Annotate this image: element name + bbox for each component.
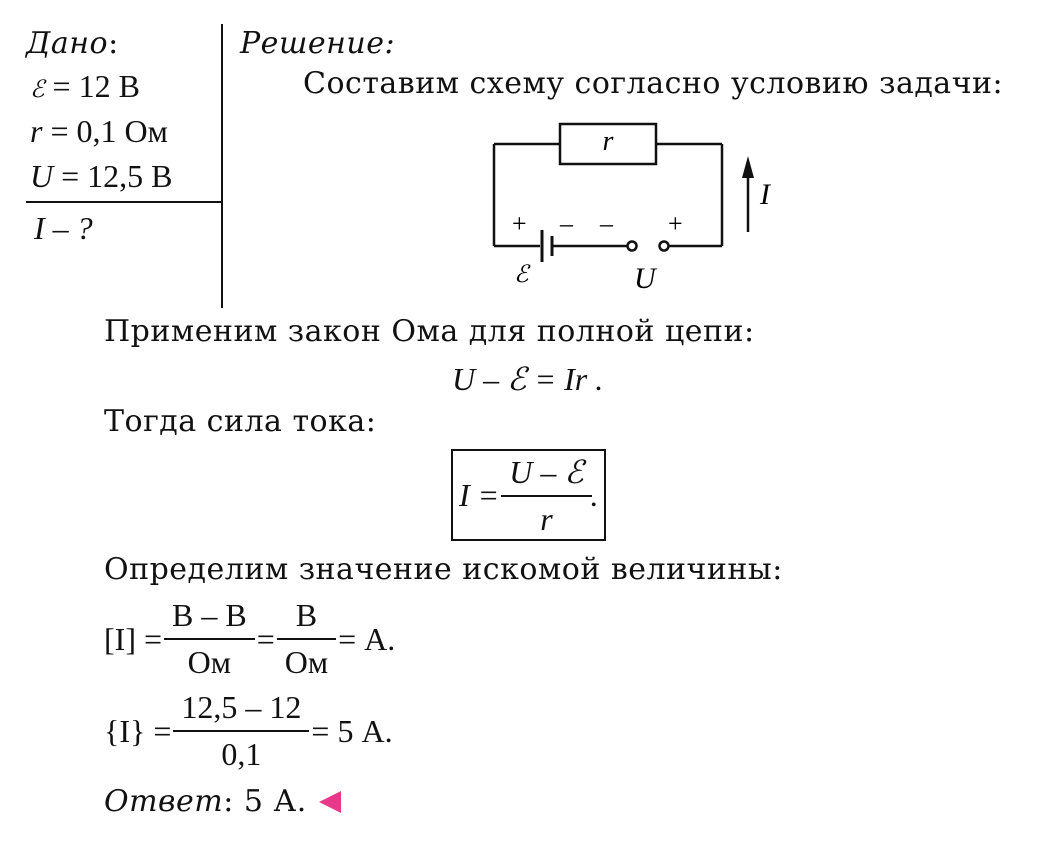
units-den-2: Ом: [277, 638, 336, 681]
current-arrow-head: [742, 156, 754, 178]
units-den-1: Ом: [164, 638, 255, 681]
answer-value: : 5 А.: [223, 784, 307, 819]
emf-symbol: ℰ: [30, 75, 45, 103]
given-divider: [26, 201, 222, 203]
units-equation: [104, 598, 395, 680]
numeric-fraction: [177, 689, 305, 773]
units-fraction-1: [168, 597, 251, 681]
units-rhs: = А.: [338, 620, 396, 657]
determine-text: Определим значение искомой величины:: [104, 552, 783, 587]
given-r: r = 0,1 Ом: [30, 113, 168, 149]
given-u: U = 12,5 В: [30, 158, 173, 194]
answer-label: Ответ: [104, 784, 224, 819]
numeric-denominator: 0,1: [173, 730, 309, 773]
current-label: I: [760, 178, 770, 211]
minus-1: –: [560, 209, 573, 238]
law-text: Применим закон Ома для полной цепи:: [104, 314, 755, 349]
emf-label: ℰ: [514, 262, 529, 288]
formula-denominator: r: [501, 495, 591, 538]
current-formula-box: [451, 449, 606, 541]
units-lhs: [I] =: [104, 620, 163, 657]
units-num-1: В – В: [172, 597, 247, 633]
given-emf: ℰ = 12 В: [30, 68, 140, 104]
numeric-equation: [104, 690, 393, 772]
end-marker-icon: [317, 789, 343, 815]
circuit-diagram: [480, 112, 800, 302]
voltage-label: U: [634, 262, 656, 295]
numeric-numerator: 12,5 – 12: [181, 689, 302, 725]
numeric-rhs: = 5 А.: [311, 712, 393, 749]
solution-intro: Составим схему согласно условию задачи:: [303, 66, 1004, 101]
solution-title: Решение:: [240, 26, 396, 61]
formula-fraction: [505, 453, 587, 538]
resistor-label: r: [602, 126, 614, 157]
terminal-left: [628, 242, 637, 251]
law-equation: U – ℰ = Ir .: [452, 361, 604, 397]
formula-dot: .: [589, 476, 598, 513]
given-title: Дано:: [26, 26, 119, 61]
given-vertical-divider: [221, 24, 223, 308]
current-text: Тогда сила тока:: [104, 404, 377, 439]
answer-line: [104, 784, 343, 819]
formula-lhs: I =: [459, 476, 500, 513]
plus-right: +: [668, 209, 683, 238]
units-eq: =: [256, 620, 275, 657]
minus-2: –: [600, 209, 613, 238]
units-fraction-2: [281, 597, 332, 681]
units-num-2: В: [295, 597, 318, 633]
formula-numerator: U – ℰ: [509, 453, 584, 490]
given-find: I – ?: [34, 210, 93, 246]
plus-left: +: [512, 209, 527, 238]
numeric-lhs: {I} =: [104, 712, 172, 749]
terminal-right: [660, 242, 669, 251]
